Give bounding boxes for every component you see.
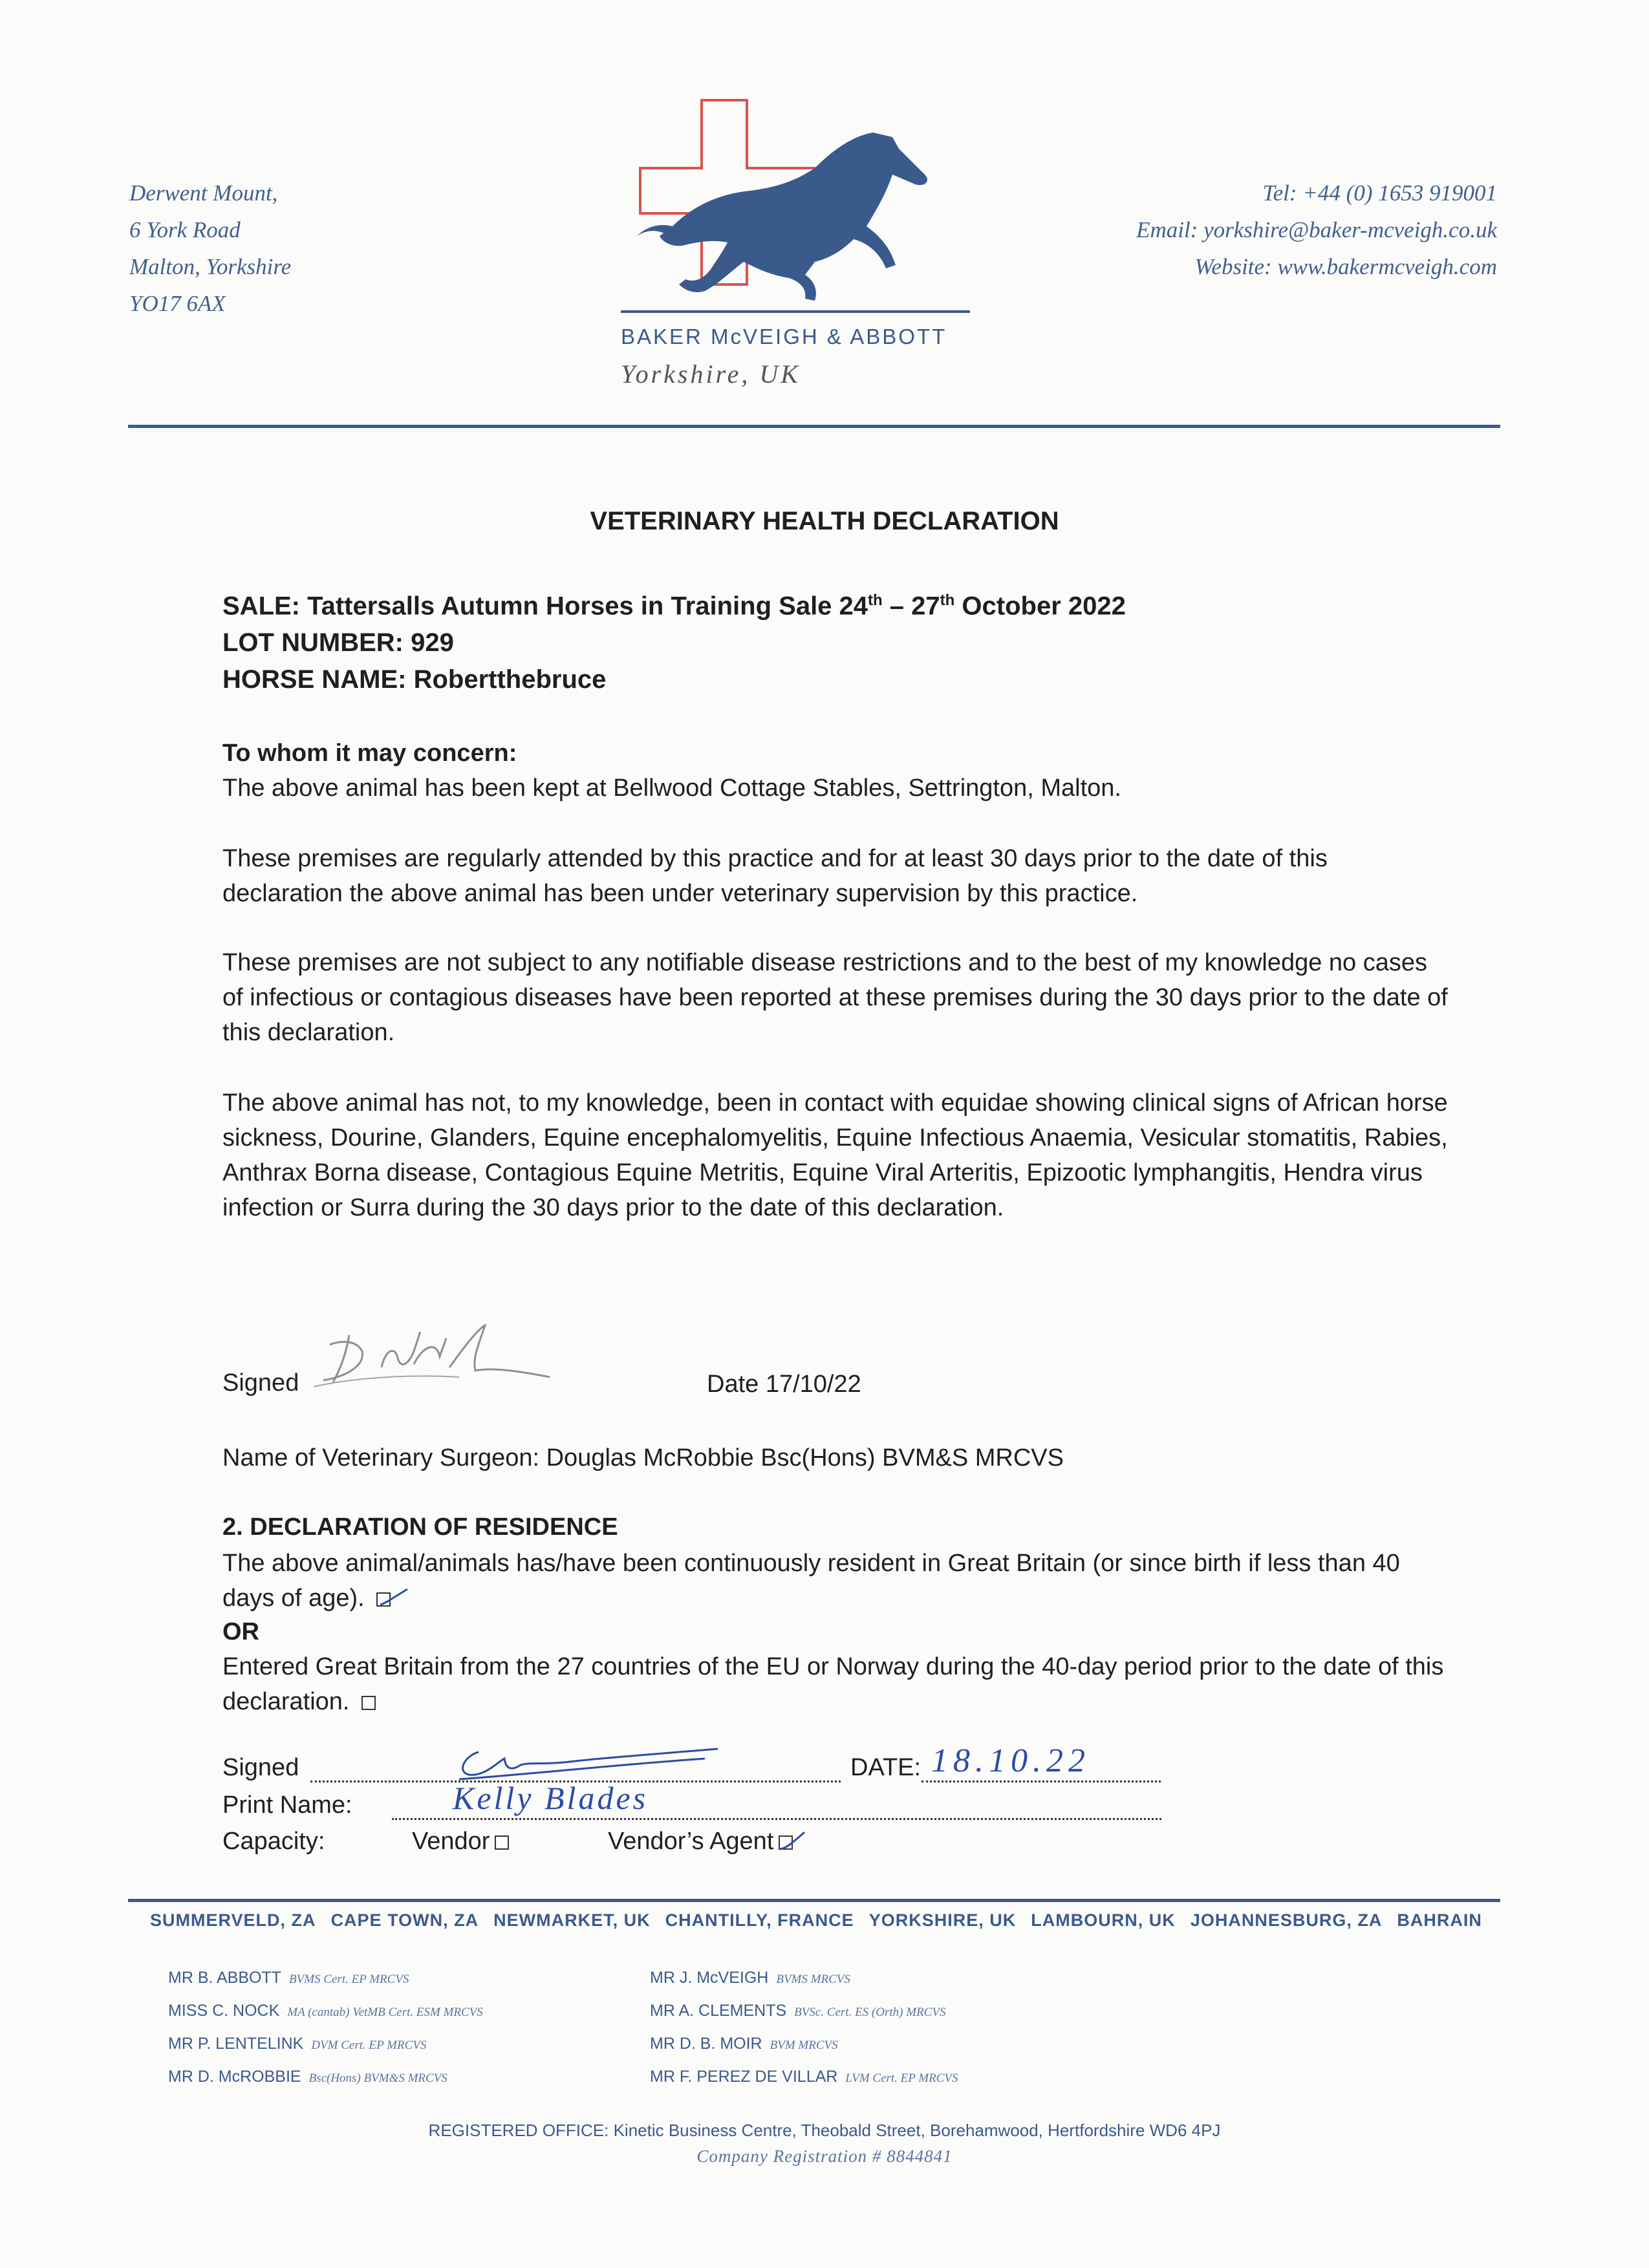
paragraph-premises: The above animal has been kept at Bellwood Cottage Stables, Settrington, Malton. xyxy=(222,775,1121,802)
registered-office: REGISTERED OFFICE: Kinetic Business Centre, Theobald Street, Borehamwood, Hertfordshire WD6 4PJ xyxy=(428,2121,1221,2140)
location-item: LAMBOURN, UK xyxy=(1031,1910,1176,1930)
ordinal-suffix: th xyxy=(940,592,955,609)
practice-name: BAKER McVEIGH & ABBOTT xyxy=(621,325,947,348)
capacity-vendor xyxy=(412,1828,509,1856)
vet-signed-label: Signed xyxy=(222,1369,299,1396)
ordinal-suffix: th xyxy=(868,592,883,609)
staff-name: MR F. PEREZ DE VILLAR xyxy=(650,2068,838,2086)
vendor-signature xyxy=(446,1739,724,1784)
staff-member xyxy=(650,2028,958,2061)
email-line: Email: yorkshire@baker-mcveigh.co.uk xyxy=(1136,217,1497,242)
staff-member xyxy=(650,2061,958,2094)
residence-option-2-checkbox[interactable] xyxy=(361,1696,376,1710)
horse-name: HORSE NAME: Robertthebruce xyxy=(222,665,607,694)
practice-contact xyxy=(1136,175,1497,285)
vendor-label: Vendor xyxy=(412,1828,490,1855)
staff-name: MR B. ABBOTT xyxy=(168,1969,282,1987)
residence-option-2-text: Entered Great Britain from the 27 countries of the EU or Norway during the 40-day period prior to the date of this declaration. xyxy=(222,1653,1444,1715)
sale-text: – 27 xyxy=(882,592,940,621)
tick-mark-icon xyxy=(777,1830,806,1856)
address-line: Derwent Mount, xyxy=(129,180,278,206)
vendor-date-value: 18.10.22 xyxy=(931,1742,1090,1779)
staff-name: MR D. B. MOIR xyxy=(650,2035,762,2053)
sale-text: SALE: Tattersalls Autumn Horses in Training Sale 24 xyxy=(222,592,868,621)
practice-logo xyxy=(621,97,970,401)
staff-member xyxy=(650,1962,958,1995)
paragraph-supervision: These premises are regularly attended by this practice and for at least 30 days prior to the date of this declaration the above animal has been under veterinary supervision by this practice. xyxy=(222,845,1328,907)
staff-member xyxy=(650,1995,958,2028)
document-title: VETERINARY HEALTH DECLARATION xyxy=(590,507,1059,535)
staff-name: MISS C. NOCK xyxy=(168,2002,280,2020)
location-item: NEWMARKET, UK xyxy=(493,1910,651,1930)
staff-name: MR P. LENTELINK xyxy=(168,2035,304,2053)
paragraph-restrictions: These premises are not subject to any notifiable disease restrictions and to the best of my knowledge no cases of infectious or contagious diseases have been reported at these premises during the 30 days prior to the date of this declaration. xyxy=(222,949,1448,1046)
staff-qualifications: BVM MRCVS xyxy=(770,2038,838,2052)
staff-name: MR A. CLEMENTS xyxy=(650,2002,787,2020)
location-item: CHANTILLY, FRANCE xyxy=(665,1910,854,1930)
greeting: To whom it may concern: xyxy=(222,740,517,767)
sale-details xyxy=(222,582,1126,698)
staff-qualifications: LVM Cert. EP MRCVS xyxy=(845,2071,958,2085)
address-line: Malton, Yorkshire xyxy=(129,254,292,279)
tick-mark-icon xyxy=(376,1588,409,1611)
staff-qualifications: Bsc(Hons) BVM&S MRCVS xyxy=(308,2071,447,2085)
print-name-label: Print Name: xyxy=(222,1792,352,1819)
staff-list-left xyxy=(168,1962,483,2094)
sale-line xyxy=(222,582,1126,625)
footer-divider xyxy=(128,1899,1500,1902)
horse-cross-icon xyxy=(621,97,970,401)
staff-member xyxy=(168,1995,483,2028)
company-registration: Company Registration # 8844841 xyxy=(696,2146,953,2166)
office-locations xyxy=(150,1910,1482,1931)
staff-member xyxy=(168,2061,483,2094)
address-line: 6 York Road xyxy=(129,217,241,242)
residence-heading: 2. DECLARATION OF RESIDENCE xyxy=(222,1514,618,1541)
staff-member xyxy=(168,1962,483,1995)
website-line: Website: www.bakermcveigh.com xyxy=(1194,254,1497,279)
lot-number: LOT NUMBER: 929 xyxy=(222,628,454,658)
residence-option-1-text: The above animal/animals has/have been continuously resident in Great Britain (or since birth if less than 40 days of age). xyxy=(222,1550,1400,1612)
header-divider xyxy=(128,425,1500,428)
sale-text: October 2022 xyxy=(954,592,1126,621)
vendor-checkbox[interactable] xyxy=(495,1835,509,1850)
residence-option-1 xyxy=(222,1546,1451,1616)
location-item: JOHANNESBURG, ZA xyxy=(1190,1910,1383,1930)
phone-line: Tel: +44 (0) 1653 919001 xyxy=(1262,180,1497,206)
capacity-agent xyxy=(608,1828,806,1856)
vendor-date-label: DATE: xyxy=(850,1754,921,1781)
vet-signature xyxy=(310,1306,556,1390)
staff-member xyxy=(168,2028,483,2061)
staff-qualifications: MA (cantab) VetMB Cert. ESM MRCVS xyxy=(287,2006,483,2019)
capacity-label: Capacity: xyxy=(222,1828,325,1855)
location-item: YORKSHIRE, UK xyxy=(868,1910,1017,1930)
residence-option-2 xyxy=(222,1649,1451,1719)
vet-name: Name of Veterinary Surgeon: Douglas McRobbie Bsc(Hons) BVM&S MRCVS xyxy=(222,1444,1064,1471)
staff-name: MR D. McROBBIE xyxy=(168,2068,301,2086)
location-item: CAPE TOWN, ZA xyxy=(330,1910,479,1930)
location-item: BAHRAIN xyxy=(1397,1910,1482,1930)
vendor-agent-label: Vendor’s Agent xyxy=(608,1828,774,1855)
vendor-signed-label: Signed xyxy=(222,1754,299,1781)
staff-qualifications: BVMS Cert. EP MRCVS xyxy=(289,1973,409,1986)
paragraph-disease-contact: The above animal has not, to my knowledge, been in contact with equidae showing clinical signs of African horse sickness, Dourine, Glanders, Equine encephalomyelitis, Equine Infectious Anaemia, Vesicular stomatitis, Rabies, Anthrax Borna disease, Contagious Equine Metritis, Equine Viral Arteritis, Epizootic lymphangitis, Hendra virus infection or Surra during the 30 days prior to the date of this declaration. xyxy=(222,1089,1448,1221)
staff-name: MR J. McVEIGH xyxy=(650,1969,769,1987)
staff-qualifications: BVSc. Cert. ES (Orth) MRCVS xyxy=(794,2006,946,2019)
staff-qualifications: BVMS MRCVS xyxy=(776,1973,850,1986)
practice-region: Yorkshire, UK xyxy=(621,359,801,389)
vet-date: Date 17/10/22 xyxy=(707,1371,861,1398)
or-separator: OR xyxy=(222,1618,259,1645)
location-item: SUMMERVELD, ZA xyxy=(150,1910,316,1930)
staff-list-right xyxy=(650,1962,958,2094)
practice-address xyxy=(129,175,291,322)
print-name-value: Kelly Blades xyxy=(453,1780,649,1816)
staff-qualifications: DVM Cert. EP MRCVS xyxy=(311,2038,427,2052)
address-line: YO17 6AX xyxy=(129,291,226,316)
